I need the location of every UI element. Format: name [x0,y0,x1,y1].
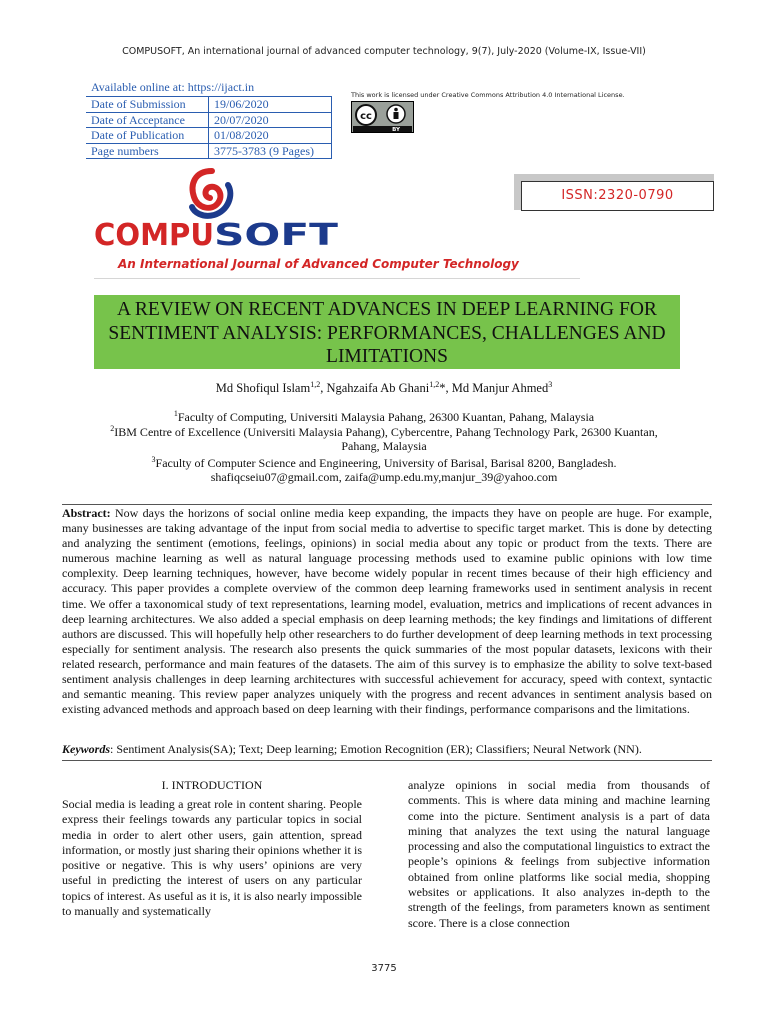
section-heading-introduction: I. INTRODUCTION [161,778,263,792]
author-name: , Ngahzaifa Ab Ghani [320,381,430,396]
abstract [62,506,712,717]
title-line: SENTIMENT ANALYSIS: PERFORMANCES, CHALLENGES AND [108,322,666,344]
by-label: BY [392,127,400,132]
keywords-label: Keywords [62,742,110,756]
paper-title [94,298,680,369]
table-row [86,143,332,159]
body-column-left: Social media is leading a great role in content sharing. People express their feelings towards any particular topics in social media in order to alert other users, gain attention, spread information, or mostly just sharing their opinions whether it is positive or negative. This is why users’ opinions are very useful in predicting the interest of users on any particular topics of interest. As useful as it is, it is also nearly impossible to manually and systematically [62,797,362,919]
svg-text:cc: cc [360,111,372,122]
affiliation-mark: 1 [173,409,178,418]
submission-label: Date of Submission [86,97,209,113]
table-row [86,128,332,144]
acceptance-label: Date of Acceptance [86,112,209,128]
cc-icon [356,105,376,125]
title-line: LIMITATIONS [326,346,448,367]
affiliation-text: Faculty of Computer Science and Engineering, University of Barisal, Barisal 8200, Bangladesh. [155,456,617,470]
abstract-text: Now days the horizons of social online media keep expanding, the impacts they have on people are huge. For example, many businesses are taking advantage of the input from social media to advertise to specific target market. This is done by detecting and analyzing the sentiment (emotions, feelings, opinions) in social media about any topic or product from the texts. There are numerous machine learning as well as natural language processing methods used to examine public opinions with low time complexity. Deep learning techniques, however, have become widely popular in recent times because of their high efficiency and accuracy. This paper provides a complete overview of the common deep learning frameworks used in sentiment analysis in recent time. We offer a taxonomical study of text representations, learning model, evaluation, metrics and implications of recent advances in deep learning architectures. We also added a special emphasis on deep learning methods; the key findings and limitations of different authors are discussed. This will hopefully help other researchers to do further development of deep learning methods in text processing especially for sentiment analysis. The research also presents the quick summaries of the most popular datasets, lexicons with their related research, performance and main features of the datasets. The aim of this survey is to emphasize the ability to solve text-based sentiment analysis challenges in deep learning architectures with successful achievement for accuracy, speed with context, syntactic and semantic meaning. This review paper analyzes uniquely with the progress and recent advances in sentiment analysis based on existing advanced methods and approach based on deep learning with their findings, performance comparisons and the limitations. [62,506,712,717]
affiliation-2-line-2: Pahang, Malaysia [341,439,427,453]
acceptance-value: 20/07/2020 [209,112,332,128]
affiliation-mark: 3 [151,455,156,464]
author-affiliation-mark: 3 [548,380,553,389]
page-number: 3775 [371,963,397,974]
affiliation-text: IBM Centre of Excellence (Universiti Malaysia Pahang), Cybercentre, Pahang Technology Park, 26300 Kuantan, [114,425,658,439]
pages-label: Page numbers [86,143,209,159]
author-affiliation-mark: 1,2 [429,380,440,389]
journal-header: COMPUSOFT, An international journal of advanced computer technology, 9(7), July-2020 (Volume-IX, Issue-VII) [122,46,646,57]
author-name: Md Shofiqul Islam [215,381,311,396]
cc-license-badge[interactable] [351,101,414,133]
author-name: *, Md Manjur Ahmed [439,381,549,396]
affiliation-text: Faculty of Computing, Universiti Malaysia Pahang, 26300 Kuantan, Pahang, Malaysia [177,410,595,424]
body-column-right: analyze opinions in social media from thousands of comments. This is where data mining and machine learning come into the picture. Sentiment analysis is a part of data mining that analyzes the text using the natural language processing and also the computational linguistics to extract the people’s opinions & feelings from subjective information obtained from online platforms like social media, shopping websites or applications. It also analyzes in-depth to the strength of the feelings, from parameters known as sentiment score. There is a close connection [408,778,710,930]
author-list [0,380,768,396]
submission-info-table [86,96,332,159]
publication-label: Date of Publication [86,128,209,144]
affiliation-1 [0,409,768,425]
affiliation-mark: 2 [110,424,115,433]
license-text: This work is licensed under Creative Commons Attribution 4.0 International License. [351,91,625,99]
author-affiliation-mark: 1,2 [310,380,321,389]
submission-value: 19/06/2020 [209,97,332,113]
logo-divider [94,278,580,279]
svg-text:SOFT: SOFT [214,218,339,253]
swirl-logo-icon [192,171,230,216]
by-icon [387,105,405,123]
table-row [86,112,332,128]
affiliation-3 [0,455,768,471]
pages-value: 3775-3783 (9 Pages) [209,143,332,159]
keywords [62,742,712,756]
availability-link[interactable]: Available online at: https://ijact.in [91,80,255,94]
table-row [86,97,332,113]
compusoft-logo [94,165,344,255]
svg-text:COMPU: COMPU [94,218,214,253]
publication-value: 01/08/2020 [209,128,332,144]
title-line: A REVIEW ON RECENT ADVANCES IN DEEP LEARNING FOR [117,299,657,320]
abstract-label: Abstract: [62,506,111,520]
compusoft-wordmark [94,218,339,253]
issn-box: ISSN:2320-0790 [521,181,714,211]
logo-tagline: An International Journal of Advanced Computer Technology [118,257,519,271]
affiliation-2 [0,424,768,440]
keywords-text: : Sentiment Analysis(SA); Text; Deep learning; Emotion Recognition (ER); Classifiers; Neural Network (NN). [110,742,642,756]
keywords-bottom-rule [62,760,712,761]
abstract-top-rule [62,504,712,505]
author-emails[interactable]: shafiqcseiu07@gmail.com, zaifa@ump.edu.my,manjur_39@yahoo.com [210,470,558,484]
